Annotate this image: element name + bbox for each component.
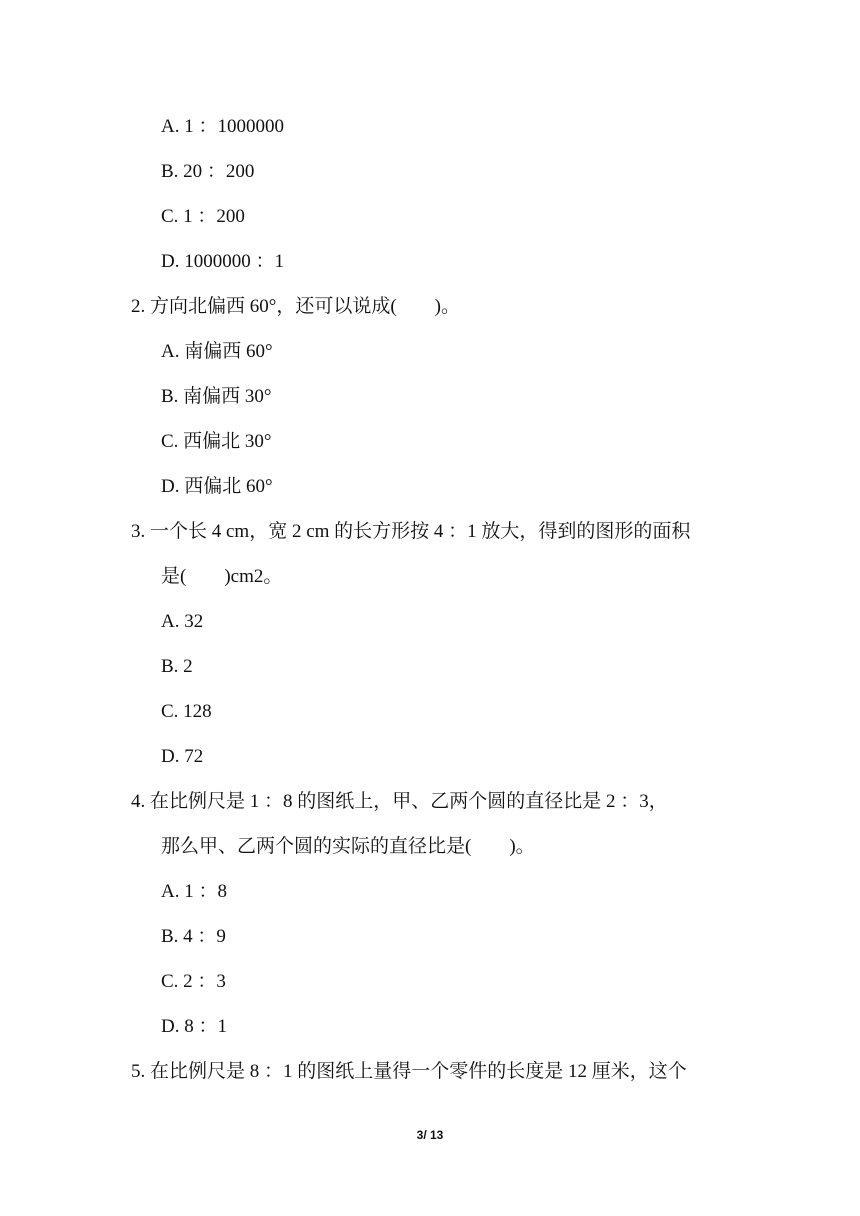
q1-option-d: D. 1000000 ：1 xyxy=(161,251,284,272)
q4-option-b: B. 4 ：9 xyxy=(161,926,226,947)
q2-option-c: C. 西偏北 30° xyxy=(161,431,272,452)
q4-stem-continuation: 那么甲、乙两个圆的实际的直径比是( )。 xyxy=(161,836,535,857)
q3-option-c: C. 128 xyxy=(161,701,212,722)
q3-stem: 3. 一个长 4 cm，宽 2 cm 的长方形按 4 ：1 放大，得到的图形的面积 xyxy=(131,521,691,542)
q2-option-a: A. 南偏西 60° xyxy=(161,341,273,362)
q4-stem: 4. 在比例尺是 1 ：8 的图纸上，甲、乙两个圆的直径比是 2 ：3， xyxy=(131,791,668,812)
q3-option-a: A. 32 xyxy=(161,611,204,632)
q1-option-c: C. 1 ：200 xyxy=(161,206,245,227)
q3-stem-continuation: 是( )cm2。 xyxy=(161,566,283,587)
q2-stem: 2. 方向北偏西 60°，还可以说成( )。 xyxy=(131,296,461,317)
q4-option-c: C. 2 ：3 xyxy=(161,971,226,992)
q3-option-d: D. 72 xyxy=(161,746,204,767)
q1-option-b: B. 20 ：200 xyxy=(161,161,255,182)
q4-option-a: A. 1 ：8 xyxy=(161,881,227,902)
q1-option-a: A. 1 ：1000000 xyxy=(161,116,284,137)
q2-option-d: D. 西偏北 60° xyxy=(161,476,273,497)
q2-option-b: B. 南偏西 30° xyxy=(161,386,272,407)
q5-stem: 5. 在比例尺是 8 ：1 的图纸上量得一个零件的长度是 12 厘米，这个 xyxy=(131,1061,687,1082)
q3-option-b: B. 2 xyxy=(161,656,193,677)
q4-option-d: D. 8 ：1 xyxy=(161,1016,227,1037)
page-number: 3/ 13 xyxy=(416,1128,444,1142)
